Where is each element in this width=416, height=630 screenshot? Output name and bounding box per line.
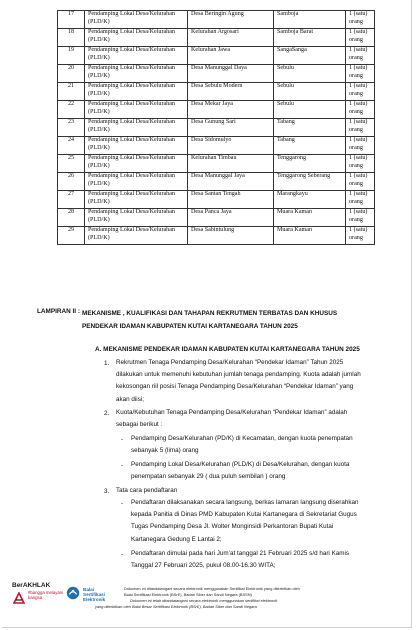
- row-quota: 1 (satu) orang: [346, 155, 375, 173]
- item-2-bullet-1-line: Pendamping Desa/Kelurahan (PD/K) di Kecamatan, dengan kuota penempatan: [131, 435, 353, 442]
- footer-line-1: Dokumen ini ditandatangani secara elektronik menggunakan Sertifikat Elektronik yang diterbitkan oleh: [124, 586, 300, 591]
- row-quota: 1 (satu) orang: [346, 29, 375, 47]
- row-district: Samboja Barat: [274, 29, 346, 47]
- berakhlak-mark-icon: [13, 592, 25, 604]
- row-number: 18: [58, 29, 85, 47]
- berakhlak-part1: Ber: [12, 582, 23, 589]
- row-position: Pendamping Lokal Desa/Kelurahan (PLD/K): [85, 155, 188, 173]
- item-3-bullet-1-line: Kartanegara Gedung E Lantai 2;: [131, 535, 222, 543]
- item-2-bullet-1: [131, 433, 353, 457]
- row-number: 20: [58, 65, 85, 83]
- row-village: Desa Manunggal Daya: [188, 65, 274, 83]
- row-position: Pendamping Lokal Desa/Kelurahan (PLD/K): [85, 227, 188, 245]
- table-row: [58, 137, 375, 155]
- row-number: 25: [58, 155, 85, 173]
- row-number: 26: [58, 173, 85, 191]
- table-row: [58, 29, 375, 47]
- footer-line-3: Dokumen ini telah ditandatangani secara elektronik menggunakan sertifikat elektronik: [130, 598, 278, 603]
- item-3-bullet-1-line: Pendaftaran dilaksanakan secara langsung, berkas lamaran langsung diserahkan: [131, 499, 359, 506]
- row-district: Tenggarong Seberang: [274, 173, 346, 191]
- row-position: Pendamping Lokal Desa/Kelurahan (PLD/K): [85, 83, 188, 101]
- item-3-number: 3.: [104, 488, 110, 495]
- row-number: 29: [58, 227, 85, 245]
- item-1-line: akan diisi;: [116, 395, 145, 403]
- row-quota: 1 (satu) orang: [346, 11, 375, 29]
- row-position: Pendamping Lokal Desa/Kelurahan (PLD/K): [85, 65, 188, 83]
- bullet-dash: -: [121, 500, 124, 507]
- row-district: Tenggarong: [274, 155, 346, 173]
- row-district: Sebulu: [274, 83, 346, 101]
- table-row: [58, 47, 375, 65]
- row-quota: 1 (satu) orang: [346, 191, 375, 209]
- row-position: Pendamping Lokal Desa/Kelurahan (PLD/K): [85, 137, 188, 155]
- item-3-bullet-2: [131, 548, 349, 572]
- item-3-bullet-2-line: Pendaftaran dimulai pada hari Jum’at tanggal 21 Februari 2025 s/d hari Kamis: [131, 550, 350, 557]
- item-2-line: Kuota/Kebutuhan Tenaga Pendamping Desa/Kelurahan “Pendekar Idaman” adalah: [116, 409, 348, 416]
- row-village: Desa Sebulu Modern: [188, 83, 274, 101]
- row-district: Muara Kaman: [274, 209, 346, 227]
- row-position: Pendamping Lokal Desa/Kelurahan (PLD/K): [85, 173, 188, 191]
- table-row: [58, 119, 375, 137]
- item-2-bullet-2-line: penempatan sebanyak 29 ( dua puluh sembilan ) orang: [131, 473, 286, 481]
- item-3-bullet-2-line: Tanggal 27 Februari 2025, pukul 08.00-16.30 WITA;: [131, 562, 276, 570]
- row-district: Samboja: [274, 11, 346, 29]
- item-3-bullet-1: [131, 497, 359, 546]
- row-district: Muara Kaman: [274, 227, 346, 245]
- row-village: Kelurahan Timbau: [188, 155, 274, 173]
- footer-line-4: yang diterbitkan oleh Balai Besar Sertifikasi Elektronik (BSrE), Badan Siber dan Sandi Negara: [95, 604, 257, 609]
- table-row: [58, 11, 375, 29]
- row-quota: 1 (satu) orang: [346, 173, 375, 191]
- row-position: Pendamping Lokal Desa/Kelurahan (PLD/K): [85, 191, 188, 209]
- item-3-text: Tata cara pendaftaran: [116, 487, 178, 494]
- berakhlak-logo: [12, 582, 64, 600]
- item-2-text: [116, 407, 347, 431]
- item-2-number: 2.: [104, 410, 110, 417]
- row-position: Pendamping Lokal Desa/Kelurahan (PLD/K): [85, 47, 188, 65]
- row-district: Sebulu: [274, 65, 346, 83]
- lampiran-title: MEKANISME , KUALIFIKASI DAN TAHAPAN REKRUTMEN TERBATAS DAN KHUSUS PENDEKAR IDAMAN KABUPATEN KUTAI KARTANEGARA TAHUN 2025: [82, 310, 338, 330]
- item-1-line: dilakukan untuk memenuhi kebutuhan jumlah tenaga pendamping. Kuota adalah jumlah: [116, 371, 361, 379]
- quota-table: [57, 10, 375, 245]
- item-2-bullet-2-line: Pendamping Lokal Desa/Kelurahan (PLD/K) di Desa/Kelurahan, dengan kuota: [131, 461, 350, 468]
- item-3-bullet-1-line: kepada Panitia di Dinas PMD Kabupaten Kutai Kartanegara di Sekretariat Gugus: [131, 511, 357, 519]
- row-district: Marangkayu: [274, 191, 346, 209]
- row-village: Desa Mekar Jaya: [188, 101, 274, 119]
- bullet-dash: -: [121, 462, 124, 469]
- row-village: Kelurahan Argosari: [188, 29, 274, 47]
- item-1-line: Rekrutmen Tenaga Pendamping Desa/Kelurahan “Pendekar Idaman” Tahun 2025: [116, 359, 344, 366]
- row-district: Tabang: [274, 119, 346, 137]
- row-village: Desa Manunggal Jaya: [188, 173, 274, 191]
- row-district: Sebulu: [274, 101, 346, 119]
- item-1-line: kekosongan riil posisi Tenaga Pendamping Desa/Kelurahan “Pendekar Idaman” yang: [116, 383, 354, 391]
- footer-line-2: Balai Sertifikasi Elektronik (BSrE), Badan Siber dan Sandi Negara (BSSN): [124, 592, 252, 597]
- item-2-line: sebagai berikut :: [116, 421, 163, 429]
- row-quota: 1 (satu) orang: [346, 101, 375, 119]
- row-quota: 1 (satu) orang: [346, 83, 375, 101]
- row-village: Desa Santan Tengah: [188, 191, 274, 209]
- bsre-label: Balai Sertifikasi Elektronik: [83, 587, 106, 602]
- row-village: Desa Gunung Sari: [188, 119, 274, 137]
- section-a-heading: A. MEKANISME PENDEKAR IDAMAN KABUPATEN KUTAI KARTANEGARA TAHUN 2025: [95, 346, 360, 353]
- row-district: Tabang: [274, 137, 346, 155]
- row-village: Desa Panca Jaya: [188, 209, 274, 227]
- table-row: [58, 101, 375, 119]
- table-row: [58, 227, 375, 245]
- row-number: 17: [58, 11, 85, 29]
- row-number: 22: [58, 101, 85, 119]
- row-quota: 1 (satu) orang: [346, 65, 375, 83]
- row-quota: 1 (satu) orang: [346, 47, 375, 65]
- row-quota: 1 (satu) orang: [346, 137, 375, 155]
- row-quota: 1 (satu) orang: [346, 227, 375, 245]
- bullet-dash: -: [121, 436, 124, 443]
- table-row: [58, 173, 375, 191]
- row-district: SangaSanga: [274, 47, 346, 65]
- row-number: 24: [58, 137, 85, 155]
- item-2-bullet-2: [131, 459, 349, 483]
- berakhlak-part2: AKHLAK: [22, 582, 51, 589]
- row-village: Kelurahan Jawa: [188, 47, 274, 65]
- table-row: [58, 155, 375, 173]
- row-position: Pendamping Lokal Desa/Kelurahan (PLD/K): [85, 11, 188, 29]
- table-row: [58, 83, 375, 101]
- berakhlak-tagline: #bangga melayani bangsa: [28, 590, 64, 600]
- row-number: 27: [58, 191, 85, 209]
- table-row: [58, 191, 375, 209]
- row-village: Desa Beringin Agung: [188, 11, 274, 29]
- item-1-text: [116, 357, 361, 406]
- row-number: 19: [58, 47, 85, 65]
- item-3-bullet-1-line: Tugas Pendamping Desa Jl. Wolter Monginsidi Perkantoran Bupati Kutai: [131, 523, 334, 531]
- row-number: 21: [58, 83, 85, 101]
- bsre-logo-icon: [66, 586, 80, 600]
- row-village: Desa Sidomulyo: [188, 137, 274, 155]
- row-position: Pendamping Lokal Desa/Kelurahan (PLD/K): [85, 209, 188, 227]
- row-number: 23: [58, 119, 85, 137]
- row-position: Pendamping Lokal Desa/Kelurahan (PLD/K): [85, 29, 188, 47]
- row-quota: 1 (satu) orang: [346, 209, 375, 227]
- table-row: [58, 65, 375, 83]
- row-number: 28: [58, 209, 85, 227]
- row-position: Pendamping Lokal Desa/Kelurahan (PLD/K): [85, 101, 188, 119]
- lampiran-label: LAMPIRAN II :: [37, 308, 80, 315]
- row-position: Pendamping Lokal Desa/Kelurahan (PLD/K): [85, 119, 188, 137]
- row-village: Desa Sabintulung: [188, 227, 274, 245]
- table-row: [58, 209, 375, 227]
- bullet-dash: -: [121, 551, 124, 558]
- row-quota: 1 (satu) orang: [346, 119, 375, 137]
- item-1-number: 1.: [104, 360, 110, 367]
- item-2-bullet-1-line: sebanyak 5 (lima) orang: [131, 447, 199, 455]
